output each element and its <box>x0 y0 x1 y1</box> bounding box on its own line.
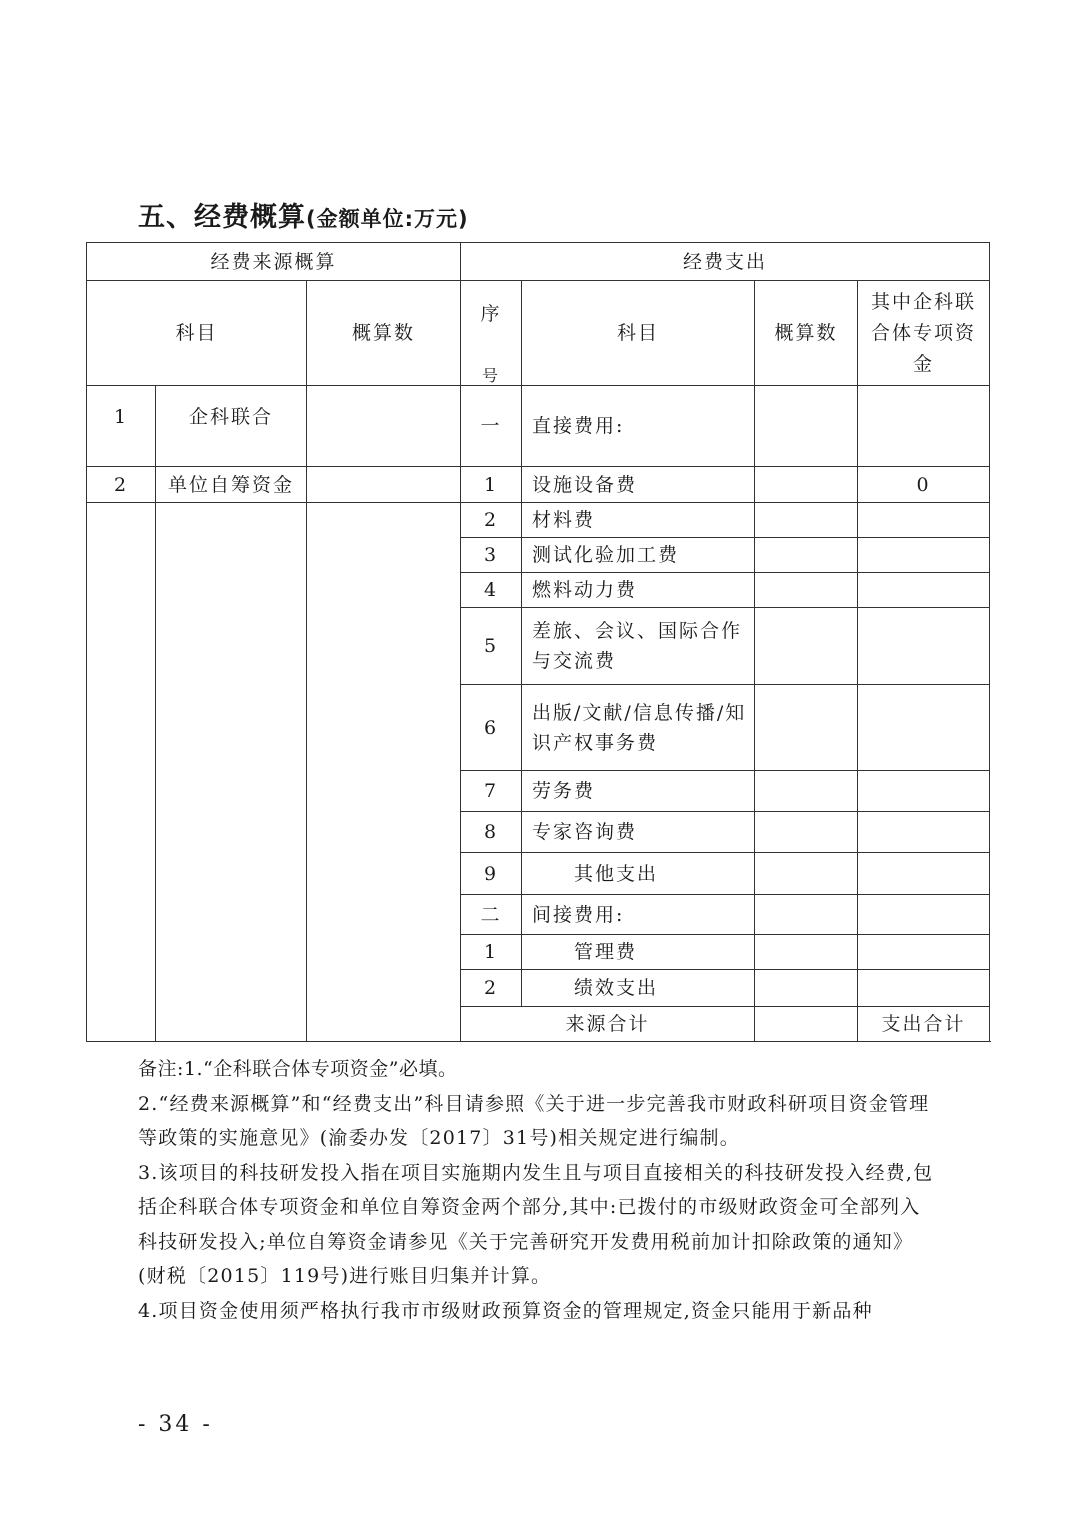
expense-name: 测试化验加工费 <box>522 538 755 573</box>
expense-name: 材料费 <box>522 503 755 538</box>
expense-no: 3 <box>461 538 522 573</box>
expense-name: 燃料动力费 <box>522 573 755 608</box>
seq-header <box>461 281 522 386</box>
table-row <box>87 386 990 467</box>
expense-amount <box>755 771 858 812</box>
expense-name: 间接费用: <box>522 895 755 935</box>
seq-header-a: 序 <box>480 303 502 325</box>
note-item: 2.“经费来源概算”和“经费支出”科目请参照《关于进一步完善我市财政科研项目资金管理等政策的实施意见》(渝委办发〔2017〕31号)相关规定进行编制。 <box>138 1092 930 1149</box>
heading-unit: (金额单位:万元) <box>306 207 469 231</box>
expense-name: 其他支出 <box>522 853 755 895</box>
expense-subject-header: 科目 <box>522 281 755 386</box>
expense-amount <box>755 538 858 573</box>
expense-name: 劳务费 <box>522 771 755 812</box>
expense-amount <box>755 608 858 685</box>
source-amount <box>307 386 461 467</box>
source-empty-cell <box>87 503 156 1042</box>
expense-special: 0 <box>858 467 990 503</box>
expense-no: 一 <box>461 386 522 467</box>
expense-name: 专家咨询费 <box>522 812 755 853</box>
source-amount <box>307 467 461 503</box>
table-row <box>87 467 990 503</box>
expense-amount <box>755 853 858 895</box>
source-amount-header: 概算数 <box>307 281 461 386</box>
expense-no: 1 <box>461 467 522 503</box>
expense-no: 5 <box>461 608 522 685</box>
expense-no: 2 <box>461 503 522 538</box>
expense-special <box>858 538 990 573</box>
table-row <box>87 281 990 386</box>
source-header: 经费来源概算 <box>87 243 461 281</box>
source-total-label: 来源合计 <box>461 1007 755 1042</box>
expense-amount <box>755 386 858 467</box>
seq-header-b: 号 <box>482 366 501 385</box>
page-number: - 34 - <box>138 1412 213 1437</box>
expense-special <box>858 608 990 685</box>
special-fund-header: 其中企科联合体专项资金 <box>858 281 990 386</box>
expense-no: 8 <box>461 812 522 853</box>
expense-name: 设施设备费 <box>522 467 755 503</box>
expense-no: 2 <box>461 970 522 1007</box>
source-name: 企科联合 <box>156 386 307 467</box>
note-item: 4.项目资金使用须严格执行我市市级财政预算资金的管理规定,资金只能用于新品种 <box>138 1299 873 1322</box>
expense-amount <box>755 970 858 1007</box>
source-name: 单位自筹资金 <box>156 467 307 503</box>
expense-no: 7 <box>461 771 522 812</box>
expense-special <box>858 812 990 853</box>
expense-special <box>858 853 990 895</box>
expense-amount <box>755 467 858 503</box>
expense-no: 二 <box>461 895 522 935</box>
expense-amount <box>755 812 858 853</box>
expense-special <box>858 935 990 970</box>
expense-special <box>858 386 990 467</box>
table-row <box>87 503 990 538</box>
source-subject-header: 科目 <box>87 281 307 386</box>
heading-main: 五、经费概算 <box>138 202 306 233</box>
notes <box>138 1052 938 1328</box>
expense-amount <box>755 573 858 608</box>
expense-no: 9 <box>461 853 522 895</box>
expense-special <box>858 895 990 935</box>
expense-amount <box>755 685 858 771</box>
expense-special <box>858 573 990 608</box>
section-heading <box>138 195 469 234</box>
note-item: 3.该项目的科技研发投入指在项目实施期内发生且与项目直接相关的科技研发投入经费,包括企科联合体专项资金和单位自筹资金两个部分,其中:已拨付的市级财政资金可全部列入科技研发投入;单位自筹资金请参见《关于完善研究开发费用税前加计扣除政策的通知》(财税〔2015〕119号)进行账目归集并计算。 <box>138 1161 934 1287</box>
table-row <box>87 243 990 281</box>
expense-name: 管理费 <box>522 935 755 970</box>
source-empty-cell <box>307 503 461 1042</box>
expense-amount <box>755 503 858 538</box>
expense-name: 直接费用: <box>522 386 755 467</box>
expense-special <box>858 503 990 538</box>
expense-header: 经费支出 <box>461 243 990 281</box>
expense-amount <box>755 935 858 970</box>
source-no: 1 <box>87 386 156 467</box>
source-empty-cell <box>156 503 307 1042</box>
expense-name: 差旅、会议、国际合作与交流费 <box>522 608 755 685</box>
source-total-value <box>755 1007 858 1042</box>
expense-special <box>858 685 990 771</box>
expense-amount <box>755 895 858 935</box>
expense-no: 4 <box>461 573 522 608</box>
expense-name: 绩效支出 <box>522 970 755 1007</box>
expense-amount-header: 概算数 <box>755 281 858 386</box>
expense-no: 6 <box>461 685 522 771</box>
budget-table <box>86 242 990 1042</box>
expense-no: 1 <box>461 935 522 970</box>
source-no: 2 <box>87 467 156 503</box>
note-item: 备注:1.“企科联合体专项资金”必填。 <box>138 1058 458 1080</box>
expense-total-label: 支出合计 <box>858 1007 990 1042</box>
expense-special <box>858 771 990 812</box>
expense-special <box>858 970 990 1007</box>
expense-name: 出版/文献/信息传播/知识产权事务费 <box>522 685 755 771</box>
